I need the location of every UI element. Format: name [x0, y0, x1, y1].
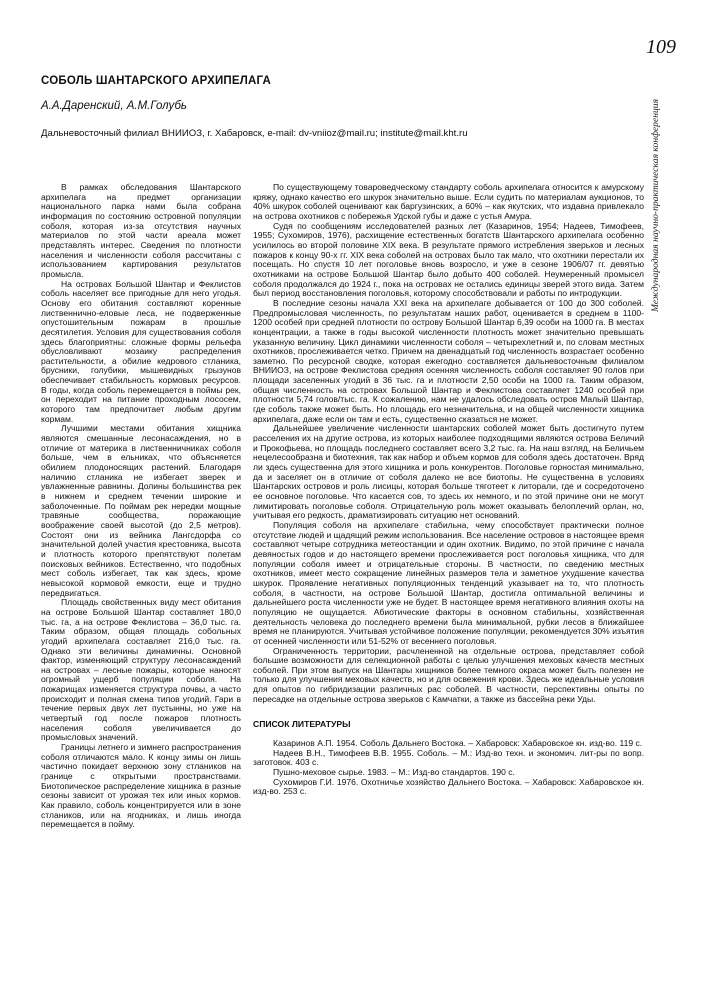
right-column	[253, 183, 644, 797]
paragraph: Лучшими местами обитания хищника являются смешанные лесонасаждения, но в отличие от материка в лиственничниках соболя больше, чем в ельниках, что объясняется обилием плодоносящих растений. Благодаря наличию стланика не избегает зверек и увлажненные равнины. Долины большинства рек в нижнем и среднем течении широкие и заболоченные. По поймам рек нередки мощные травяные сообщества, поражающие воображение своей высотой (до 2,5 метров). Состоят они из вейника Лангсдорфа со значительной долей участия крестовника, высота и плотность которого препятствуют полетам поисковых вейников. Естественно, что подобных мест соболь избегает, так как здесь, кроме невысокой кормовой емкости, еще и трудно передвигаться.	[41, 423, 241, 598]
paragraph: Площадь свойственных виду мест обитания на острове Большой Шантар составляет 180,0 тыс. га, а на острове Феклистова – 36,0 тыс. га. Таким образом, общая площадь собольных угодий архипелага составляет 216,0 тыс. га. Однако эти величины динамичны. Основной фактор, изменяющий структуру лесонасаждений на островах – лесные пожары, которые наносят огромный ущерб популяции соболя. На пожарищах изменяется структура почвы, а часто происходит и полная смена типов угодий. Гари в течение первых двух лет пустынны, но уже на четвертый год после пожаров плотность населения соболя увеличивается до промысловых значений.	[41, 597, 241, 743]
paragraph: Границы летнего и зимнего распространения соболя отличаются мало. К концу зимы он лишь частично покидает верхнюю зону стлаников на границе с открытыми пространствами. Биотопическое распределение хищника в разные сезоны зависит от урожая тех или иных кормов. Как правило, соболь концентрируется или в зоне стлаников, или на ягодниках, и лишь иногда перемещается в пойму.	[41, 742, 241, 830]
reference-item: Сухомиров Г.И. 1976. Охотничье хозяйство Дальнего Востока. – Хабаровск: Хабаровское кн. изд-во. 253 с.	[253, 776, 644, 797]
page-number: 109	[646, 36, 676, 58]
reference-item: Надеев В.Н., Тимофеев В.В. 1955. Соболь. – М.: Изд-во техн. и экономич. лит-ры по вопр. заготовок. 403 с.	[253, 747, 644, 768]
paragraph: Судя по сообщениям исследователей разных лет (Казаринов, 1954; Надеев, Тимофеев, 1955; Сухомиров, 1976), расхищение естественных богатств Шантарского архипелага особенно усилилось во второй половине XIX века. В результате прямого истребления зверьков и лесных пожаров к концу 90-х гг. XIX века соболей на островах было так мало, что охотники перестали их посещать. Но спустя 10 лет поголовье вновь возросло, и уже в сезоне 1906/07 гг. девятью охотниками на острове Большой Шантар было добыто 400 соболей. Неумеренный промысел соболя продолжался до 1924 г., пока на островах не остались единицы зверей этого вида. Затем был период восстановления поголовья, которому способствовали и работы по интродукции.	[253, 220, 644, 299]
paragraph: В рамках обследования Шантарского архипелага на предмет организации национального парка нами была собрана информация по состоянию островной популяции соболя, которая из-за отсутствия научных материалов по этой части ареала может представлять интерес. Сведения по плотности населения и численности соболя рассчитаны с использованием картирования результатов промысла.	[41, 182, 241, 279]
authors: А.А.Даренский, А.М.Голубь	[41, 100, 187, 112]
paragraph: По существующему товароведческому стандарту соболь архипелага относится к амурскому кряжу, однако качество его шкурок значительно выше. Если судить по материалам аукционов, то 40% шкурок соболей оценивают как баргузинских, а 60% – как якутских, что издавна привлекало на острова охотников с побережья Удской губы и даже с устья Амура.	[253, 182, 644, 221]
running-header: Международная научно-практическая конференция	[650, 98, 661, 312]
paragraph: Дальнейшее увеличение численности шантарских соболей может быть достигнуто путем расселения их на другие острова, из которых наиболее подходящими являются острова Беличий и Прокофьева, но площадь последнего составляет всего 3,2 тыс. га. На наш взгляд, на Беличьем нецелесообразна и биотехния, так как набор и объем кормов для соболя здесь достаточен. Вряд ли здесь существенна для этого хищника и роль конкурентов. Поголовье горностая минимально, да и заселяет он в отличие от соболя далеко не все биотопы. Не существенна в условиях Шантарских островов и роль лисицы, которая больше тяготеет к литорали, где и сосредоточено ее основное поголовье. Что касается сов, то здесь их немного, и по этой причине они не могут лимитировать поголовье соболя. Отрицательную роль может оказывать белоплечий орлан, но, учитывая его редкость, драматизировать ситуацию нет оснований.	[253, 423, 644, 521]
article-title: СОБОЛЬ ШАНТАРСКОГО АРХИПЕЛАГА	[41, 75, 272, 87]
paragraph: На островах Большой Шантар и Феклистов соболь населяет все пригодные для него угодья. Основу его обитания составляют коренные лиственнично-еловые леса, не подверженные опустошительным пожарам в прошлые десятилетия. Условия для существования соболя здесь благоприятны: сложные формы рельефа обусловливают мозаику распределения растительности, а обилие кедрового стланика, брусники, голубики, мышевидных грызунов обеспечивает стабильность кормовых ресурсов. В годы, когда соболь перемещается в поймы рек, он переходит на питание проходным лососем, которого там предпочитает любым другим кормам.	[41, 278, 241, 424]
reference-item: Казаринов А.П. 1954. Соболь Дальнего Востока. – Хабаровск: Хабаровское кн. изд-во. 119 с.	[273, 738, 643, 749]
references-heading: СПИСОК ЛИТЕРАТУРЫ	[253, 719, 351, 730]
paragraph: Популяция соболя на архипелаге стабильна, чему способствует практически полное отсутствие людей и щадящий режим использования. Все население островов в настоящее время составляют четыре сотрудника метеостанции и один охотник. Видимо, по этой причине с начала девяностых годов и до настоящего времени прослеживается рост поголовья хищника, что для популяции соболя имеет и отрицательные стороны. В частности, по сведению местных охотников, имеет место сокращение линейных размеров тела и заметное ухудшение качества шкурок. Проявление негативных популяционных тенденций указывает на то, что плотность соболя, в частности, на острове Большой Шантар, достигла оптимальной величины и дальнейшего роста численности уже не будет. В настоящее время негативного влияния охоты на популяцию не ощущается. Абиотические факторы в основном стабильны, хозяйственная деятельность человека до последнего времени была минимальной, рубки лесов в ближайшее время не планируются. Учитывая устойчивое положение популяции, рекомендуется 30% изъятия от осенней численности или 51-52% от весеннего поголовья.	[253, 519, 644, 646]
affiliation: Дальневосточный филиал ВНИИОЗ, г. Хабаровск, e-mail: dv-vniioz@mail.ru; institute@mail.kht.ru	[41, 128, 468, 139]
left-column	[41, 183, 241, 830]
paragraph: Ограниченность территории, расчлененной на отдельные острова, представляет собой большие возможности для селекционной работы с целью улучшения меховых качеств местных соболей. При этом выпуск на Шантары хищников более темного окраса может быть полезен не только для улучшения меховых качеств, но и для освежения крови. Здесь же идеальные условия для опытов по гибридизации различных рас соболей. В частности, перспективны опыты по пересадке на отдельные острова зверьков с Камчатки, а также из бассейна реки Уды.	[253, 645, 644, 704]
paragraph: В последние сезоны начала XXI века на архипелаге добывается от 100 до 300 соболей. Предпромысловая численность, по результатам наших работ, оценивается в среднем в 1100-1200 особей при средней плотности по острову Большой Шантар 6,39 особи на 1000 га. В местах концентрации, а также в годы высокой численности плотность может значительно превышать указанную величину. Цикл динамики численности соболя – четырехлетний и, по словам местных охотников, прослеживается четко. Причем на двенадцатый год численность возрастает особенно заметно. По ресурсной сводке, которая ежегодно составляется дальневосточным филиалом ВНИИОЗ, на острове Феклистова средняя осенняя численность соболя составляет 90 голов при площади заселенных угодий в 36 тыс. га и плотности 2,50 особи на 1000 га. Таким образом, общая численность на островах Большой Шантар и Феклистова составляет 1240 особей при плотности 5,74 голов/тыс. га. К сожалению, нам не удалось обследовать остров Малый Шантар, где соболь также может быть. Но площадь его незначительна, и на общей численности хищника архипелага, даже если он там и есть, существенно сказаться не может.	[253, 297, 644, 424]
reference-item: Пушно-меховое сырье. 1983. – М.: Изд-во стандартов. 190 с.	[273, 767, 515, 778]
